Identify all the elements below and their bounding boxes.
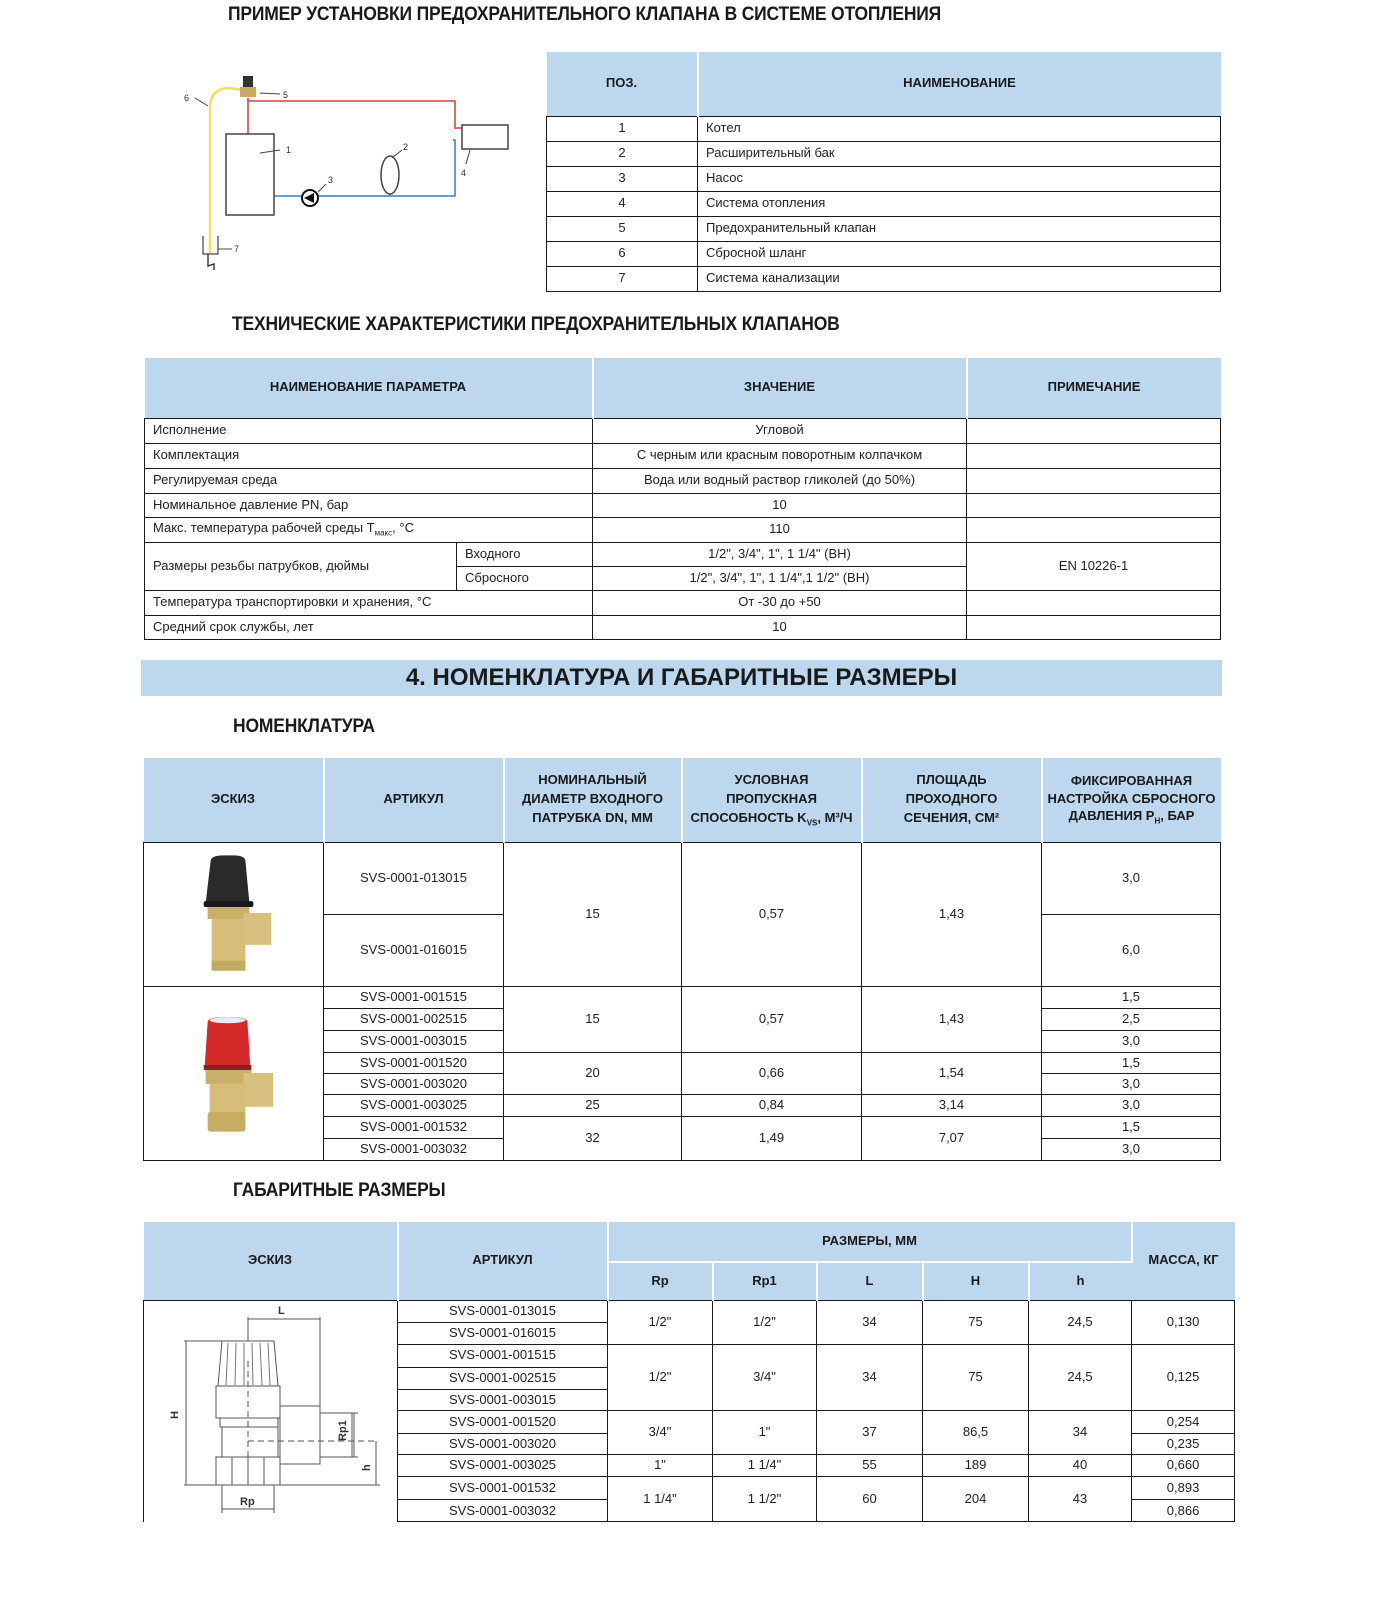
value-cell: Вода или водный раствор гликолей (до 50%) xyxy=(593,468,967,493)
article-cell: SVS-0001-003015 xyxy=(398,1389,608,1410)
param-cell: Номинальное давление PN, бар xyxy=(145,493,593,517)
article-cell: SVS-0001-003020 xyxy=(324,1073,504,1094)
tech-specs-title: ТЕХНИЧЕСКИЕ ХАРАКТЕРИСТИКИ ПРЕДОХРАНИТЕЛЬНЫХ КЛАПАНОВ xyxy=(232,314,840,335)
diagram-label-6: 6 xyxy=(184,93,190,103)
header-rp1: Rp1 xyxy=(713,1262,817,1300)
h-big-cell: 86,5 xyxy=(923,1410,1029,1454)
table-row xyxy=(145,493,1221,517)
positions-table xyxy=(546,52,1221,292)
header-note: ПРИМЕЧАНИЕ xyxy=(967,358,1221,418)
table-row xyxy=(144,1300,1235,1322)
pos-cell: 2 xyxy=(547,141,698,166)
rp-cell: 1/2" xyxy=(608,1344,713,1410)
h-small-cell: 24,5 xyxy=(1029,1344,1132,1410)
pressure-cell: 3,0 xyxy=(1042,1139,1221,1161)
drawing-label-l: L xyxy=(278,1304,285,1317)
diagram-label-7: 7 xyxy=(234,244,240,254)
mass-cell: 0,660 xyxy=(1132,1455,1235,1477)
header-sizes: РАЗМЕРЫ, ММ xyxy=(608,1222,1132,1262)
h-big-cell: 204 xyxy=(923,1477,1029,1522)
name-cell: Предохранительный клапан xyxy=(698,216,1221,241)
inlet-value-cell: 1/2", 3/4", 1", 1 1/4" (ВН) xyxy=(593,542,967,566)
table-row xyxy=(547,266,1221,291)
note-cell xyxy=(967,590,1221,615)
article-cell: SVS-0001-001532 xyxy=(398,1477,608,1500)
nomenclature-title: НОМЕНКЛАТУРА xyxy=(233,716,375,737)
pressure-cell: 3,0 xyxy=(1042,1030,1221,1052)
pressure-cell: 6,0 xyxy=(1042,914,1221,986)
diagram-label-2: 2 xyxy=(403,142,409,152)
diagram-label-4: 4 xyxy=(461,168,467,178)
header-pos: ПОЗ. xyxy=(547,52,698,116)
mass-cell: 0,125 xyxy=(1132,1344,1235,1410)
table-row xyxy=(547,241,1221,266)
header-name: НАИМЕНОВАНИЕ xyxy=(698,52,1221,116)
pos-cell: 3 xyxy=(547,166,698,191)
note-cell xyxy=(967,517,1221,542)
inlet-label-cell: Входного xyxy=(457,542,593,566)
name-cell: Система канализации xyxy=(698,266,1221,291)
rp-cell: 1" xyxy=(608,1455,713,1477)
article-cell: SVS-0001-003025 xyxy=(324,1094,504,1116)
article-cell: SVS-0001-001515 xyxy=(398,1344,608,1367)
header-pressure-unit: , БАР xyxy=(1160,808,1195,824)
l-cell: 60 xyxy=(817,1477,923,1522)
param-cell: Температура транспортировки и хранения, °С xyxy=(145,590,593,615)
header-area: ПЛОЩАДЬ ПРОХОДНОГО СЕЧЕНИЯ, СМ² xyxy=(862,758,1042,842)
mass-cell: 0,893 xyxy=(1132,1477,1235,1500)
pressure-cell: 3,0 xyxy=(1042,842,1221,914)
article-cell: SVS-0001-003025 xyxy=(398,1455,608,1477)
param-subscript: макс xyxy=(374,528,393,538)
dn-cell: 20 xyxy=(504,1052,682,1094)
article-cell: SVS-0001-013015 xyxy=(324,842,504,914)
article-cell: SVS-0001-003020 xyxy=(398,1434,608,1455)
header-kvs-sub: VS xyxy=(806,818,818,828)
h-small-cell: 43 xyxy=(1029,1477,1132,1522)
pressure-cell: 1,5 xyxy=(1042,1116,1221,1138)
table-row xyxy=(144,986,1221,1008)
article-cell: SVS-0001-002515 xyxy=(324,1008,504,1030)
rp1-cell: 1 1/4" xyxy=(713,1455,817,1477)
section-4-band xyxy=(141,660,1222,696)
dn-cell: 15 xyxy=(504,842,682,986)
drawing-label-rp1: Rp1 xyxy=(337,1419,349,1441)
param-cell: Средний срок службы, лет xyxy=(145,615,593,639)
header-kvs-text: УСЛОВНАЯ ПРОПУСКНАЯ СПОСОБНОСТЬ K xyxy=(690,771,817,825)
name-cell: Насос xyxy=(698,166,1221,191)
article-cell: SVS-0001-013015 xyxy=(398,1300,608,1322)
red-cap-valve-image xyxy=(144,986,324,1160)
h-big-cell: 75 xyxy=(923,1344,1029,1410)
header-l: L xyxy=(817,1262,923,1300)
note-cell xyxy=(967,468,1221,493)
param-cell: Комплектация xyxy=(145,443,593,468)
pos-cell: 7 xyxy=(547,266,698,291)
pressure-cell: 3,0 xyxy=(1042,1094,1221,1116)
table-row xyxy=(145,418,1221,443)
note-cell xyxy=(967,615,1221,639)
article-cell: SVS-0001-001532 xyxy=(324,1116,504,1138)
rp1-cell: 1 1/2" xyxy=(713,1477,817,1522)
article-cell: SVS-0001-016015 xyxy=(324,914,504,986)
pos-cell: 5 xyxy=(547,216,698,241)
dn-cell: 25 xyxy=(504,1094,682,1116)
table-row xyxy=(145,468,1221,493)
tech-specs-table xyxy=(144,358,1221,640)
name-cell: Сбросной шланг xyxy=(698,241,1221,266)
table-row xyxy=(547,191,1221,216)
expansion-tank-shape xyxy=(381,156,399,194)
header-kvs-unit: , М³/Ч xyxy=(817,809,853,825)
black-cap-valve-image xyxy=(144,842,324,986)
article-cell: SVS-0001-003015 xyxy=(324,1030,504,1052)
h-small-cell: 24,5 xyxy=(1029,1300,1132,1344)
value-cell: 110 xyxy=(593,517,967,542)
dn-cell: 15 xyxy=(504,986,682,1052)
rp1-cell: 1" xyxy=(713,1410,817,1454)
header-pressure-text: ФИКСИРОВАННАЯ НАСТРОЙКА СБРОСНОГО ДАВЛЕНИЯ P xyxy=(1047,773,1216,824)
article-cell: SVS-0001-001520 xyxy=(398,1410,608,1433)
value-cell: 10 xyxy=(593,615,967,639)
article-cell: SVS-0001-001520 xyxy=(324,1052,504,1073)
rp1-cell: 3/4" xyxy=(713,1344,817,1410)
kvs-cell: 0,57 xyxy=(682,986,862,1052)
install-example-title: ПРИМЕР УСТАНОВКИ ПРЕДОХРАНИТЕЛЬНОГО КЛАПАНА В СИСТЕМЕ ОТОПЛЕНИЯ xyxy=(228,4,942,25)
value-cell: С черным или красным поворотным колпачком xyxy=(593,443,967,468)
header-sketch: ЭСКИЗ xyxy=(144,758,324,842)
kvs-cell: 0,84 xyxy=(682,1094,862,1116)
header-pressure-sub: Н xyxy=(1154,816,1161,826)
note-cell xyxy=(967,443,1221,468)
table-row xyxy=(144,842,1221,914)
h-small-cell: 34 xyxy=(1029,1410,1132,1454)
valve-black-cap-icon xyxy=(144,843,323,983)
table-row xyxy=(145,542,1221,566)
boiler-shape xyxy=(226,134,274,215)
header-article: АРТИКУЛ xyxy=(324,758,504,842)
valve-dimension-drawing xyxy=(144,1301,398,1519)
header-rp: Rp xyxy=(608,1262,713,1300)
table-row xyxy=(145,590,1221,615)
area-cell: 1,43 xyxy=(862,842,1042,986)
param-cell: Регулируемая среда xyxy=(145,468,593,493)
thread-param-cell: Размеры резьбы патрубков, дюймы xyxy=(145,542,457,590)
name-cell: Система отопления xyxy=(698,191,1221,216)
rp1-cell: 1/2" xyxy=(713,1300,817,1344)
rp-cell: 1/2" xyxy=(608,1300,713,1344)
h-big-cell: 75 xyxy=(923,1300,1029,1344)
l-cell: 34 xyxy=(817,1300,923,1344)
param-cell xyxy=(145,517,593,542)
pressure-cell: 1,5 xyxy=(1042,1052,1221,1073)
name-cell: Расширительный бак xyxy=(698,141,1221,166)
l-cell: 37 xyxy=(817,1410,923,1454)
mass-cell: 0,130 xyxy=(1132,1300,1235,1344)
outlet-label-cell: Сбросного xyxy=(457,566,593,590)
table-row xyxy=(145,615,1221,639)
table-row xyxy=(547,116,1221,141)
value-cell: От -30 до +50 xyxy=(593,590,967,615)
dimension-drawing-cell xyxy=(144,1300,398,1522)
thread-note-cell: EN 10226-1 xyxy=(967,542,1221,590)
header-kvs xyxy=(682,758,862,842)
heating-system-diagram xyxy=(170,68,520,278)
drawing-label-rp: Rp xyxy=(240,1495,255,1508)
h-big-cell: 189 xyxy=(923,1455,1029,1477)
header-mass: МАССА, КГ xyxy=(1132,1222,1235,1300)
l-cell: 55 xyxy=(817,1455,923,1477)
mass-cell: 0,254 xyxy=(1132,1410,1235,1433)
pos-cell: 4 xyxy=(547,191,698,216)
header-article: АРТИКУЛ xyxy=(398,1222,608,1300)
note-cell xyxy=(967,493,1221,517)
table-row xyxy=(547,216,1221,241)
valve-red-cap-icon xyxy=(144,987,323,1157)
value-cell: 10 xyxy=(593,493,967,517)
param-suffix: , °С xyxy=(392,519,414,535)
article-cell: SVS-0001-003032 xyxy=(324,1139,504,1161)
header-value: ЗНАЧЕНИЕ xyxy=(593,358,967,418)
header-pressure xyxy=(1042,758,1221,842)
kvs-cell: 0,66 xyxy=(682,1052,862,1094)
header-sketch: ЭСКИЗ xyxy=(144,1222,398,1300)
header-dn: НОМИНАЛЬНЫЙ ДИАМЕТР ВХОДНОГО ПАТРУБКА DN, ММ xyxy=(504,758,682,842)
article-cell: SVS-0001-001515 xyxy=(324,986,504,1008)
diagram-label-1: 1 xyxy=(286,145,292,155)
note-cell xyxy=(967,418,1221,443)
l-cell: 34 xyxy=(817,1344,923,1410)
area-cell: 3,14 xyxy=(862,1094,1042,1116)
param-cell: Исполнение xyxy=(145,418,593,443)
area-cell: 7,07 xyxy=(862,1116,1042,1160)
mass-cell: 0,235 xyxy=(1132,1434,1235,1455)
header-param: НАИМЕНОВАНИЕ ПАРАМЕТРА xyxy=(145,358,593,418)
name-cell: Котел xyxy=(698,116,1221,141)
table-row xyxy=(145,443,1221,468)
diagram-label-3: 3 xyxy=(328,175,334,185)
rp-cell: 1 1/4" xyxy=(608,1477,713,1522)
article-cell: SVS-0001-016015 xyxy=(398,1322,608,1344)
value-cell: Угловой xyxy=(593,418,967,443)
section-4-title: 4. НОМЕНКЛАТУРА И ГАБАРИТНЫЕ РАЗМЕРЫ xyxy=(405,664,958,691)
dimensions-table xyxy=(143,1222,1235,1522)
nomenclature-table xyxy=(143,758,1221,1161)
area-cell: 1,43 xyxy=(862,986,1042,1052)
dimensions-title: ГАБАРИТНЫЕ РАЗМЕРЫ xyxy=(233,1180,446,1201)
outlet-value-cell: 1/2", 3/4", 1", 1 1/4",1 1/2" (ВН) xyxy=(593,566,967,590)
header-h-small: h xyxy=(1029,1262,1132,1300)
area-cell: 1,54 xyxy=(862,1052,1042,1094)
pressure-cell: 2,5 xyxy=(1042,1008,1221,1030)
param-text: Макс. температура рабочей среды T xyxy=(153,519,375,535)
pressure-cell: 3,0 xyxy=(1042,1073,1221,1094)
heating-system-shape xyxy=(462,125,508,149)
rp-cell: 3/4" xyxy=(608,1410,713,1454)
table-row xyxy=(145,517,1221,542)
kvs-cell: 0,57 xyxy=(682,842,862,986)
diagram-label-5: 5 xyxy=(283,90,289,100)
pos-cell: 6 xyxy=(547,241,698,266)
table-row xyxy=(547,141,1221,166)
header-h-big: H xyxy=(923,1262,1029,1300)
mass-cell: 0,866 xyxy=(1132,1500,1235,1522)
pressure-cell: 1,5 xyxy=(1042,986,1221,1008)
h-small-cell: 40 xyxy=(1029,1455,1132,1477)
drawing-label-h-small: h xyxy=(361,1463,373,1471)
table-row xyxy=(547,166,1221,191)
dn-cell: 32 xyxy=(504,1116,682,1160)
article-cell: SVS-0001-002515 xyxy=(398,1367,608,1389)
article-cell: SVS-0001-003032 xyxy=(398,1500,608,1522)
drawing-label-h-big: H xyxy=(169,1410,181,1419)
pos-cell: 1 xyxy=(547,116,698,141)
kvs-cell: 1,49 xyxy=(682,1116,862,1160)
